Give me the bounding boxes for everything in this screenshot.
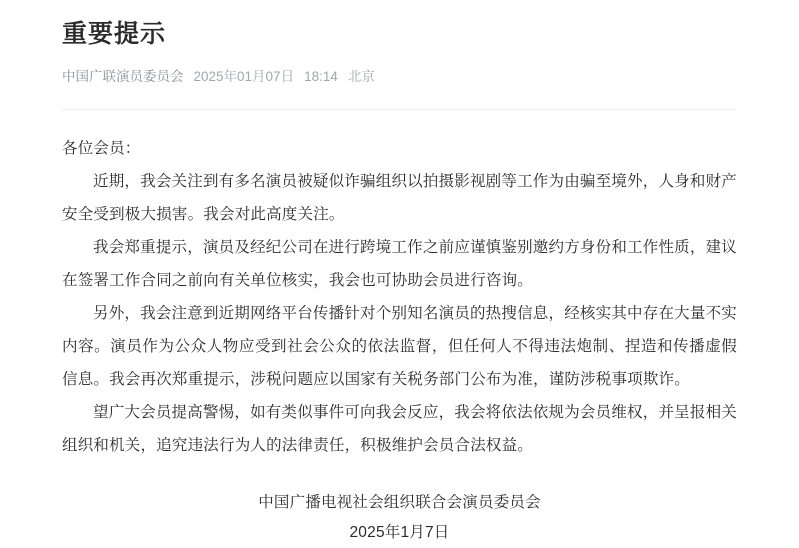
- paragraph-3: 另外，我会注意到近期网络平台传播针对个别知名演员的热搜信息，经核实其中存在大量不实内容。演员作为公众人物应受到社会公众的依法监督，但任何人不得违法炮制、捏造和传播虚假信息。我会再次郑重提示，涉税问题应以国家有关税务部门公布为准，谨防涉税事项欺诈。: [62, 305, 737, 388]
- article-signature: [62, 488, 737, 548]
- article-source[interactable]: 中国广联演员委员会: [62, 69, 184, 84]
- header-divider: [62, 109, 737, 110]
- paragraph-greeting: 各位会员：: [62, 140, 141, 157]
- article-location: 北京: [347, 69, 375, 84]
- paragraph-1: 近期，我会关注到有多名演员被疑似诈骗组织以拍摄影视剧等工作为由骗至境外，人身和财产安全受到极大损害。我会对此高度关注。: [62, 173, 737, 223]
- article-meta: [62, 67, 737, 87]
- signature-date: 2025年1月7日: [349, 524, 450, 541]
- article-body: [62, 132, 737, 462]
- paragraph-2: 我会郑重提示，演员及经纪公司在进行跨境工作之前应谨慎鉴别邀约方身份和工作性质，建议在签署工作合同之前向有关单位核实，我会也可协助会员进行咨询。: [62, 239, 737, 289]
- paragraph-4: 望广大会员提高警惕，如有类似事件可向我会反应，我会将依法依规为会员维权，并呈报相关组织和机关，追究违法行为人的法律责任，积极维护会员合法权益。: [62, 404, 737, 454]
- article-date: 2025年01月07日: [193, 69, 295, 84]
- article-time: 18:14: [304, 69, 338, 84]
- page-title: 重要提示: [62, 20, 167, 48]
- signature-organization: 中国广播电视社会组织联合会演员委员会: [258, 494, 541, 511]
